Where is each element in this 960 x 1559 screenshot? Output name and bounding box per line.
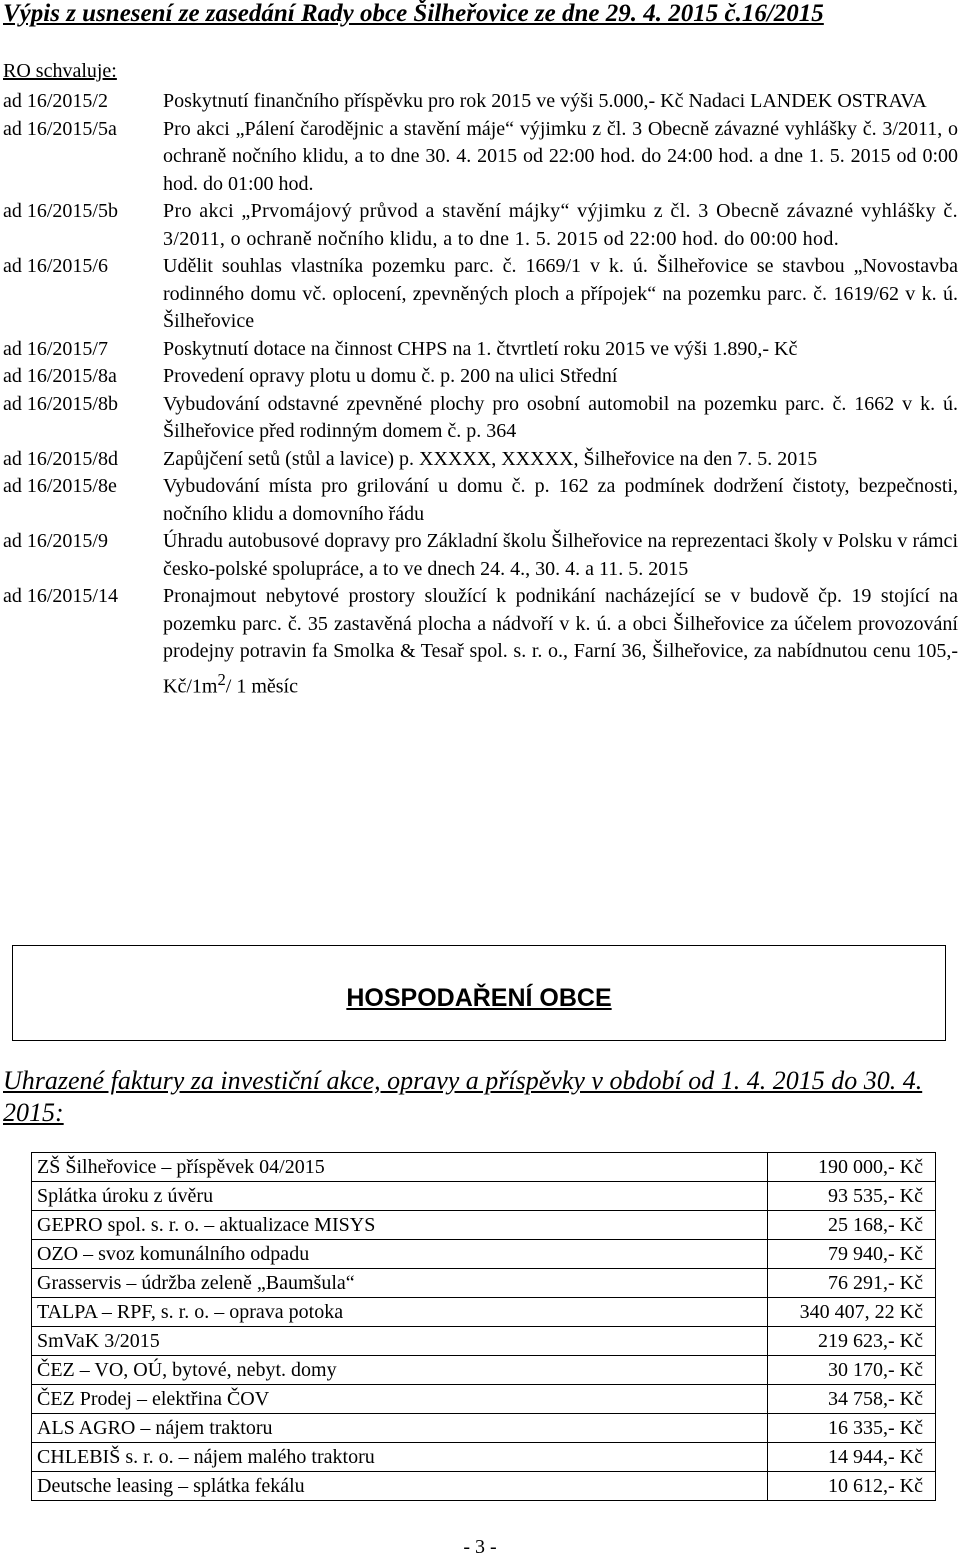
resolution-text: [163, 583, 958, 701]
resolution-row: [3, 391, 958, 446]
resolution-row: [3, 198, 958, 253]
resolution-text: Pro akci „Pálení čarodějnic a stavění máje“ výjimku z čl. 3 Obecně závazné vyhlášky č. 3/2011, o ochraně nočního klidu, a to dne 30. 4. 2015 od 22:00 hod. do 24:00 hod. a dne 1. 5. 2015 od 0:00 hod. do 01:00 hod.: [163, 117, 958, 195]
invoice-item: ČEZ – VO, OÚ, bytové, nebyt. domy: [32, 1356, 768, 1385]
table-row: [32, 1269, 936, 1298]
resolution-code: ad 16/2015/6: [3, 255, 108, 277]
invoice-amount: 16 335,- Kč: [768, 1414, 936, 1443]
invoice-item: ČEZ Prodej – elektřina ČOV: [32, 1385, 768, 1414]
invoice-item: OZO – svoz komunálního odpadu: [32, 1240, 768, 1269]
invoice-amount: 34 758,- Kč: [768, 1385, 936, 1414]
invoice-amount: 190 000,- Kč: [768, 1153, 936, 1182]
table-row: [32, 1414, 936, 1443]
page-number: - 3 -: [463, 1536, 497, 1558]
invoices-subtitle: Uhrazené faktury za investiční akce, opravy a příspěvky v období od 1. 4. 2015 do 30. 4. 2015:: [3, 1066, 923, 1127]
table-row: [32, 1153, 936, 1182]
resolution-code: ad 16/2015/5b: [3, 200, 118, 222]
table-row: [32, 1240, 936, 1269]
invoice-amount: 79 940,- Kč: [768, 1240, 936, 1269]
invoice-amount: 30 170,- Kč: [768, 1356, 936, 1385]
resolution-row: [3, 116, 958, 199]
resolution-text: Úhradu autobusové dopravy pro Základní školu Šilheřovice na reprezentaci školy v Polsku v rámci česko-polské spolupráce, a to ve dnech 24. 4., 30. 4. a 11. 5. 2015: [163, 530, 958, 580]
resolution-row: [3, 446, 958, 474]
resolution-text: Provedení opravy plotu u domu č. p. 200 na ulici Střední: [163, 365, 618, 387]
invoice-item: Deutsche leasing – splátka fekálu: [32, 1472, 768, 1501]
invoice-amount: 14 944,- Kč: [768, 1443, 936, 1472]
invoice-item: Grasservis – údržba zeleně „Baumšula“: [32, 1269, 768, 1298]
table-row: [32, 1443, 936, 1472]
resolution-text-tail: / 1 měsíc: [225, 675, 298, 698]
resolution-row: [3, 88, 958, 116]
resolution-code: ad 16/2015/7: [3, 337, 108, 360]
table-row: [32, 1385, 936, 1414]
invoice-item: CHLEBIŠ s. r. o. – nájem malého traktoru: [32, 1443, 768, 1472]
invoice-item: GEPRO spol. s. r. o. – aktualizace MISYS: [32, 1211, 768, 1240]
resolution-row: [3, 363, 958, 391]
resolution-code: ad 16/2015/8e: [3, 475, 117, 497]
table-row: [32, 1327, 936, 1356]
invoice-item: ZŠ Šilheřovice – příspěvek 04/2015: [32, 1153, 768, 1182]
resolution-row: [3, 253, 958, 336]
invoice-item: ALS AGRO – nájem traktoru: [32, 1414, 768, 1443]
resolution-text: Poskytnutí finančního příspěvku pro rok 2015 ve výši 5.000,- Kč Nadaci LANDEK OSTRAVA: [163, 90, 927, 112]
resolution-row: [3, 528, 958, 583]
resolution-text: Pro akci „Prvomájový průvod a stavění májky“ výjimku z čl. 3 Obecně závazné vyhlášky č. 3/2011, o ochraně nočního klidu, a to dne 1. 5. 2015 od 22:00 hod. do 00:00 hod.: [163, 200, 958, 250]
resolution-text: Poskytnutí dotace na činnost CHPS na 1. čtvrtletí roku 2015 ve výši 1.890,- Kč: [163, 337, 798, 360]
section-heading: HOSPODAŘENÍ OBCE: [346, 984, 612, 1012]
resolution-text: Vybudování místa pro grilování u domu č. p. 162 za podmínek dodržení čistoty, bezpečnosti, nočního klidu a domovního řádu: [163, 475, 958, 525]
superscript-two: 2: [217, 669, 226, 689]
invoice-amount: 10 612,- Kč: [768, 1472, 936, 1501]
invoice-amount: 76 291,- Kč: [768, 1269, 936, 1298]
table-row: [32, 1182, 936, 1211]
resolution-list: [3, 88, 958, 701]
table-row: [32, 1298, 936, 1327]
invoice-amount: 25 168,- Kč: [768, 1211, 936, 1240]
resolution-code: ad 16/2015/8b: [3, 392, 118, 415]
resolution-row: [3, 583, 958, 701]
invoices-table: [31, 1152, 936, 1501]
table-row: [32, 1211, 936, 1240]
resolution-text-main: Pronajmout nebytové prostory sloužící k podnikání nacházející se v budově čp. 19 stojící na pozemku parc. č. 35 zastavěná plocha a nádvoří v k. ú. a obci Šilheřovice za účelem provozování prodejny potravin fa Smolka & Tesař spol. s. r. o., Farní 36, Šilheřovice, za nabídnutou cenu 105,- Kč/1m: [163, 585, 958, 698]
resolution-text: Vybudování odstavné zpevněné plochy pro osobní automobil na pozemku parc. č. 1662 v k. ú. Šilheřovice před rodinným domem č. p. 364: [163, 392, 958, 442]
resolution-code: ad 16/2015/9: [3, 530, 108, 552]
table-row: [32, 1356, 936, 1385]
resolution-code: ad 16/2015/2: [3, 90, 108, 112]
resolution-row: [3, 473, 958, 528]
invoice-item: SmVaK 3/2015: [32, 1327, 768, 1356]
resolution-code: ad 16/2015/8d: [3, 447, 118, 470]
invoice-item: TALPA – RPF, s. r. o. – oprava potoka: [32, 1298, 768, 1327]
invoice-amount: 219 623,- Kč: [768, 1327, 936, 1356]
approves-label: RO schvaluje:: [3, 60, 117, 82]
section-heading-box: [12, 945, 946, 1041]
table-row: [32, 1472, 936, 1501]
page-title: Výpis z usnesení ze zasedání Rady obce Šilheřovice ze dne 29. 4. 2015 č.16/2015: [3, 0, 824, 27]
resolution-code: ad 16/2015/5a: [3, 117, 117, 140]
invoice-amount: 340 407, 22 Kč: [768, 1298, 936, 1327]
resolution-text: Udělit souhlas vlastníka pozemku parc. č. 1669/1 v k. ú. Šilheřovice se stavbou „Novostavba rodinného domu vč. oplocení, zpevněných ploch a přípojek“ na pozemku parc. č. 1619/62 v k. ú. Šilheřovice: [163, 255, 958, 332]
invoice-amount: 93 535,- Kč: [768, 1182, 936, 1211]
resolution-code: ad 16/2015/14: [3, 585, 118, 607]
resolution-text: Zapůjčení setů (stůl a lavice) p. XXXXX, XXXXX, Šilheřovice na den 7. 5. 2015: [163, 447, 818, 470]
resolution-code: ad 16/2015/8a: [3, 365, 117, 387]
resolution-row: [3, 336, 958, 364]
invoice-item: Splátka úroku z úvěru: [32, 1182, 768, 1211]
